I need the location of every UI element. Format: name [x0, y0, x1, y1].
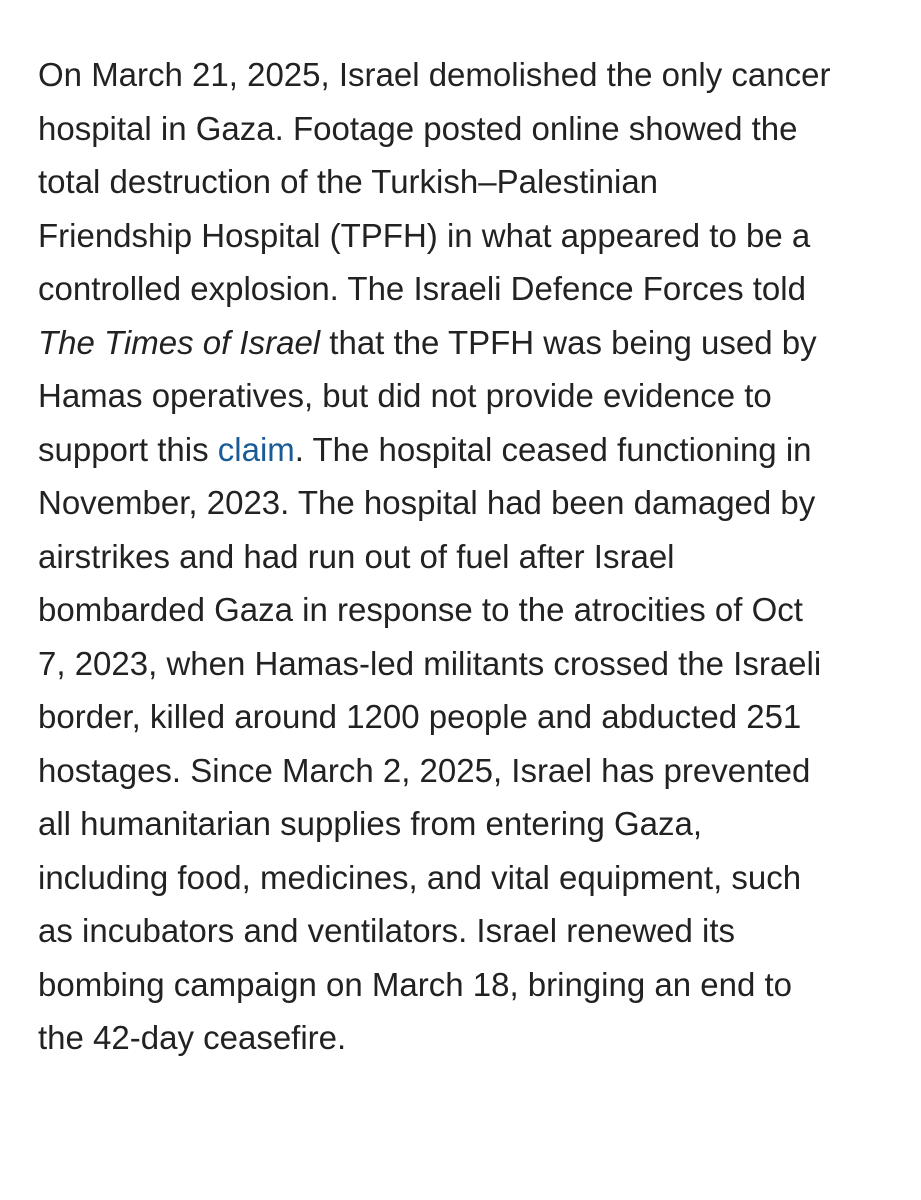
- article-body: [38, 48, 898, 1065]
- text-line: all humanitarian supplies from entering Gaza,: [38, 805, 703, 842]
- text-segment: that the TPFH was being used by: [320, 323, 817, 361]
- text-line: border, killed around 1200 people and abducted 251: [38, 698, 802, 735]
- text-line: Friendship Hospital (TPFH) in what appeared to be a: [38, 216, 811, 254]
- text-line: [38, 423, 898, 477]
- text-line: including food, medicines, and vital equipment, such: [38, 858, 802, 896]
- text-segment: . The hospital ceased functioning in: [294, 430, 812, 468]
- text-line: total destruction of the Turkish–Palestinian: [38, 163, 659, 200]
- text-segment: support this: [38, 430, 218, 468]
- text-line: [38, 316, 898, 370]
- text-line: hostages. Since March 2, 2025, Israel has prevented: [38, 751, 811, 789]
- text-line: bombing campaign on March 18, bringing an end to: [38, 965, 792, 1003]
- text-line: hospital in Gaza. Footage posted online showed the: [38, 109, 798, 147]
- text-line: 7, 2023, when Hamas-led militants crossed the Israeli: [38, 644, 822, 682]
- claim-link[interactable]: claim: [217, 430, 295, 468]
- text-line: Hamas operatives, but did not provide evidence to: [38, 377, 772, 414]
- article-paragraph: [38, 48, 898, 1065]
- text-line: airstrikes and had run out of fuel after Israel: [38, 537, 675, 575]
- text-line: November, 2023. The hospital had been damaged by: [38, 484, 816, 521]
- text-line: controlled explosion. The Israeli Defence Forces told: [38, 270, 806, 307]
- text-line: as incubators and ventilators. Israel renewed its: [38, 912, 736, 949]
- text-line: bombarded Gaza in response to the atrocities of Oct: [38, 591, 803, 628]
- publication-title: The Times of Israel: [38, 323, 321, 361]
- text-line: On March 21, 2025, Israel demolished the only cancer: [38, 56, 831, 93]
- text-line: the 42-day ceasefire.: [38, 1019, 347, 1056]
